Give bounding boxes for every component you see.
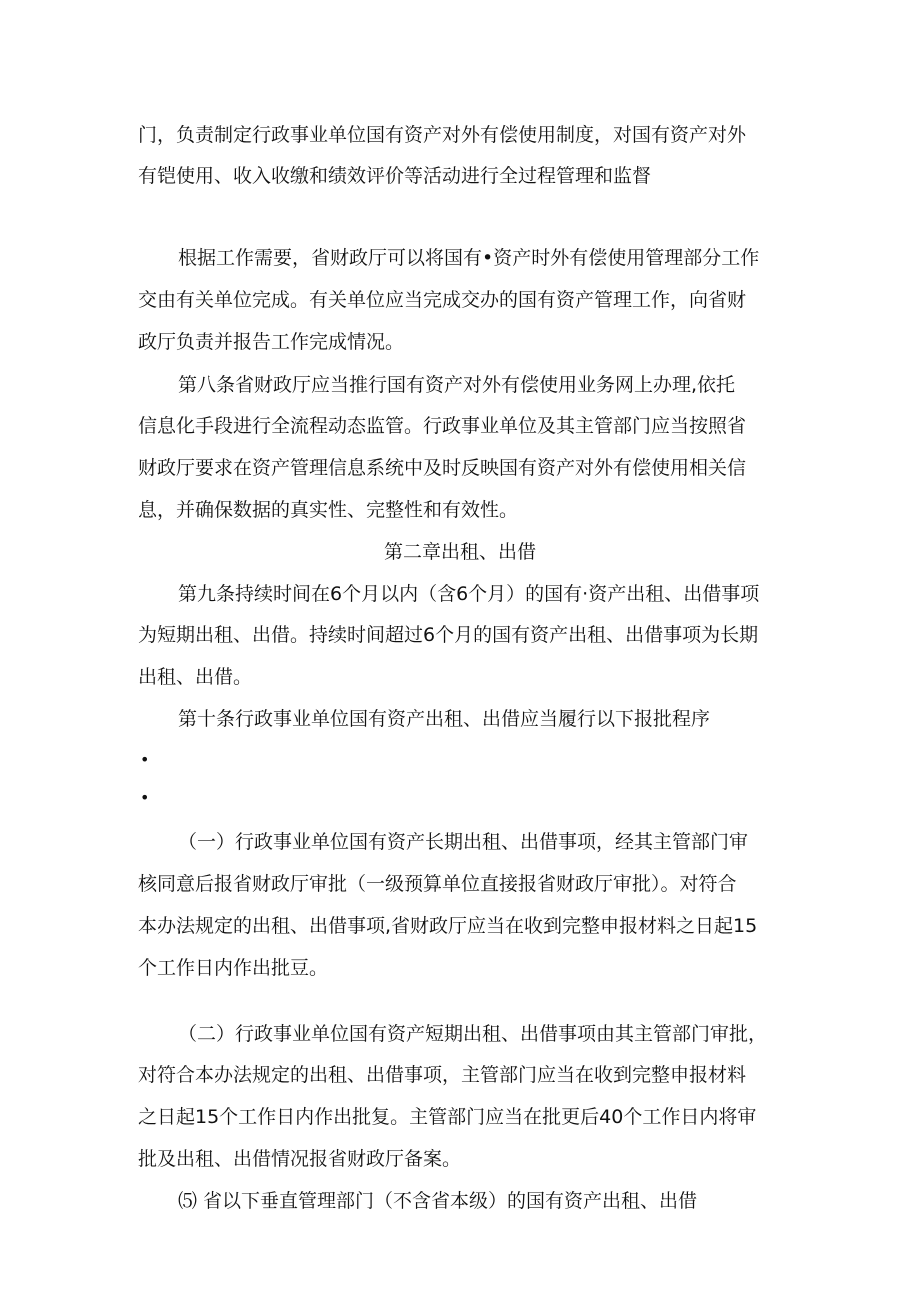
text-line: 个工作日内作出批豆。 bbox=[138, 957, 329, 979]
text-line: 息，并确保数据的真实性、完整性和有效性。 bbox=[138, 499, 519, 521]
bullet-marker: • bbox=[140, 788, 150, 807]
text-line: 交由有关单位完成。有关单位应当完成交办的国有资产管理工作，向省财 bbox=[138, 289, 747, 311]
text-line: 出租、出借。 bbox=[138, 666, 253, 688]
text-line: 政厅负责并报告工作完成情况。 bbox=[138, 331, 405, 353]
text-line: 第八条省财政厅应当推行国有资产对外有偿使用业务网上办理,依托 bbox=[178, 374, 736, 396]
text-line: 信息化手段进行全流程动态监管。行政事业单位及其主管部门应当按照省 bbox=[138, 415, 747, 437]
text-line: 第十条行政事业单位国有资产出租、出借应当履行以下报批程序 bbox=[178, 708, 711, 730]
text-line: 门，负责制定行政事业单位国有资产对外有偿使用制度，对国有资产对外 bbox=[138, 124, 747, 146]
text-line: 为短期出租、出借。持续时间超过6个月的国有资产出租、出借事项为长期 bbox=[138, 624, 759, 646]
text-line: 对符合本办法规定的出租、出借事项，主管部门应当在收到完整申报材料 bbox=[138, 1064, 747, 1086]
text-line: 本办法规定的出租、出借事项,省财政厅应当在收到完整申报材料之日起15 bbox=[138, 915, 758, 937]
text-line: 财政厅要求在资产管理信息系统中及时反映国有资产对外有偿使用相关信 bbox=[138, 457, 747, 479]
text-line: 第九条持续时间在6个月以内（含6个月）的国有·资产出租、出借事项 bbox=[178, 583, 760, 605]
bullet-marker: • bbox=[140, 750, 150, 769]
text-line: 根据工作需要，省财政厅可以将国有•资产时外有偿使用管理部分工作 bbox=[178, 247, 760, 269]
text-line: 之日起15个工作日内作出批复。主管部门应当在批更后40个工作日内将审 bbox=[138, 1106, 757, 1128]
text-line: ⑸ 省以下垂直管理部门（不含省本级）的国有资产出租、出借 bbox=[178, 1190, 698, 1212]
text-line: （一）行政事业单位国有资产长期出租、出借事项，经其主管部门审 bbox=[178, 831, 749, 853]
text-line: 有铠使用、收入收缴和绩效评价等活动进行全过程管理和监督 bbox=[138, 165, 652, 187]
chapter-heading: 第二章出租、出借 bbox=[384, 541, 537, 563]
text-line: 批及出租、出借情况报省财政厅备案。 bbox=[138, 1148, 462, 1170]
text-line: 核同意后报省财政厅审批（一级预算单位直接报省财政厅审批）。对符合 bbox=[138, 873, 737, 895]
text-line: （二）行政事业单位国有资产短期出租、出借事项由其主管部门审批， bbox=[178, 1023, 768, 1045]
